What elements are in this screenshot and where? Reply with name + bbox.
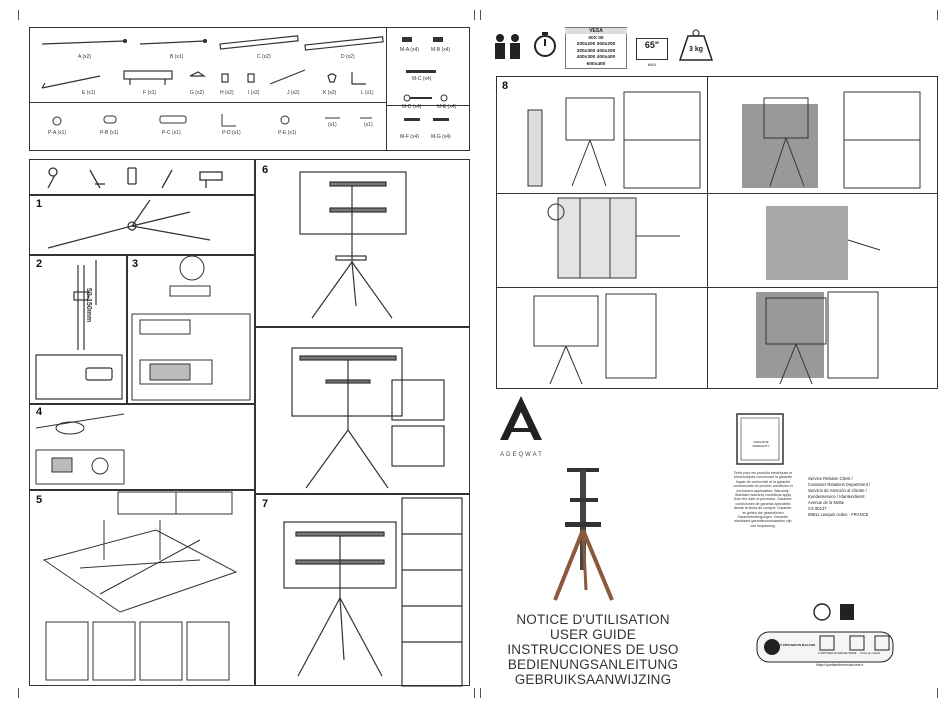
part-s2-label: (x1) bbox=[364, 122, 373, 128]
vesa-row: 00X 00 bbox=[588, 36, 604, 41]
part-pe-label: P-E (x1) bbox=[278, 130, 297, 136]
part-pc-label: P-C (x1) bbox=[162, 130, 181, 136]
warranty-stamp: GARANTIE WARRANTY bbox=[752, 440, 770, 448]
part-mc-label: M-C (x4) bbox=[412, 76, 432, 82]
vesa-row: 300x300 400x200 bbox=[576, 48, 616, 54]
part-f-label: F (x1) bbox=[143, 90, 157, 96]
vesa-row: 200x200 300x200 bbox=[576, 42, 616, 48]
contact-line: CS 80137 bbox=[808, 506, 827, 511]
contact-line: Customer Relations Department / bbox=[808, 482, 871, 487]
step4-number: 4 bbox=[36, 406, 43, 418]
part-d-label: D (x2) bbox=[341, 54, 355, 60]
contact-line: Servicio de Atención al Cliente / bbox=[808, 488, 867, 493]
contact-line: Avenue de la Motte bbox=[808, 500, 845, 505]
step2-number: 2 bbox=[36, 258, 43, 270]
part-k-label: K (x2) bbox=[323, 90, 337, 96]
title-en: USER GUIDE bbox=[549, 627, 636, 642]
part-l-label: L (x1) bbox=[361, 90, 374, 96]
title-fr: NOTICE D'UTILISATION bbox=[516, 612, 670, 627]
step1-number: 1 bbox=[36, 198, 43, 210]
max-size-value: 65" bbox=[644, 40, 660, 50]
step7-number: 7 bbox=[262, 498, 269, 510]
part-c-label: C (x2) bbox=[257, 54, 271, 60]
recycle-label-a: À DÉPOSER EN MAGASIN bbox=[780, 643, 816, 647]
part-ma-label: M-A (x4) bbox=[400, 47, 419, 53]
warranty-text: Texte pour les produits électriques et électroniques concernant la garantie légale de conformité et la garantie commerciale du produit, conditions et exclusions applicables. Warranty: Standard warranty conditions apply from the date of purchase. Garantia: condiciones de garantia aplicables desde la fecha de compra. Garantie: es gelten die gesetzlichen Garantiebedingungen. Garantie: standaard garantievoorwaarden zijn van toepassing. bbox=[733, 471, 793, 528]
brand-name: ADEQWAT bbox=[500, 452, 544, 458]
vesa-row: 600x400 bbox=[586, 61, 606, 67]
part-s1-label: (x1) bbox=[328, 122, 337, 128]
part-me-label: M-E (x4) bbox=[437, 104, 457, 110]
part-mf-label: M-F (x4) bbox=[400, 134, 419, 140]
part-md-label: M-D (x4) bbox=[402, 104, 422, 110]
title-nl: GEBRUIKSAANWIJZING bbox=[514, 672, 672, 687]
step5-number: 5 bbox=[36, 494, 43, 506]
part-mb-label: M-B (x4) bbox=[431, 47, 451, 53]
title-de: BEDIENUNGSANLEITUNG bbox=[507, 657, 679, 672]
title-es: INSTRUCCIONES DE USO bbox=[507, 642, 679, 657]
part-a-label: A (x2) bbox=[78, 54, 92, 60]
contact-line: Service Relation Client / bbox=[808, 476, 853, 481]
part-h-label: H (x2) bbox=[220, 90, 234, 96]
part-b-label: B (x1) bbox=[170, 54, 184, 60]
part-j-label: J (x2) bbox=[287, 90, 300, 96]
contact-line: Kundenservice / Klantendienst bbox=[808, 494, 865, 499]
part-e-label: E (x1) bbox=[82, 90, 96, 96]
part-pd-label: P-D (x1) bbox=[222, 130, 241, 136]
max-weight: 3 kg bbox=[688, 46, 703, 53]
contact-line: 59811 Lesquin cedex - FRANCE bbox=[808, 512, 869, 517]
max-size-label: MAX bbox=[647, 62, 657, 67]
recycle-label-b: À DÉPOSER EN DÉCHETTERIE bbox=[818, 652, 857, 655]
step8-number: 8 bbox=[502, 80, 509, 92]
vesa-heading: VESA bbox=[565, 28, 627, 34]
part-pb-label: P-B (x1) bbox=[100, 130, 119, 136]
recycle-url[interactable]: https://quefairedemesdechets.fr bbox=[816, 663, 864, 667]
part-g-label: G (x2) bbox=[190, 90, 204, 96]
vesa-row: 400x300 400x400 bbox=[576, 55, 616, 61]
step3-number: 3 bbox=[132, 258, 139, 270]
part-pa-label: P-A (x1) bbox=[48, 130, 67, 136]
step2-dimension: 50-150mm bbox=[85, 288, 92, 323]
step6-number: 6 bbox=[262, 164, 269, 176]
recycle-label-c: Points de collecte bbox=[860, 652, 881, 655]
part-mg-label: M-G (x4) bbox=[431, 134, 451, 140]
part-i-label: I (x2) bbox=[248, 90, 260, 96]
